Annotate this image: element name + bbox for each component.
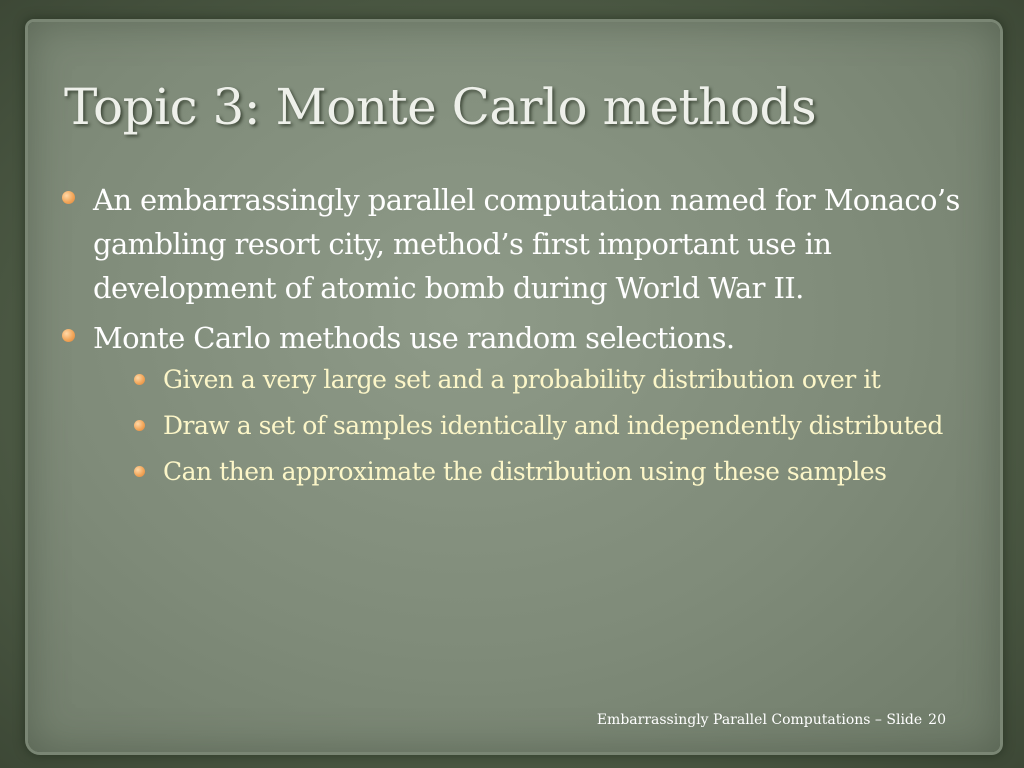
sub-bullet-dot-icon [134,420,145,431]
sub-bullet-item [134,452,962,492]
sub-bullet-dot-icon [134,466,145,477]
slide-number: 20 [928,712,946,728]
bullet-item [62,316,962,492]
slide-title: Topic 3: Monte Carlo methods [64,78,817,136]
bullet-list [62,178,962,492]
bullet-dot-icon [62,329,75,342]
sub-bullet-text: Can then approximate the distribution using these samples [163,457,887,486]
sub-bullet-text: Draw a set of samples identically and independently distributed [163,411,943,440]
slide-footer [597,712,946,728]
sub-bullet-list [93,360,962,492]
slide-content [62,178,962,498]
sub-bullet-text: Given a very large set and a probability distribution over it [163,365,881,394]
sub-bullet-item [134,406,962,446]
bullet-text: Monte Carlo methods use random selections. [93,321,735,355]
bullet-item [62,178,962,310]
bullet-dot-icon [62,191,75,204]
bullet-text: An embarrassingly parallel computation named for Monaco’s gambling resort city, method’s first important use in development of atomic bomb during World War II. [93,183,960,305]
sub-bullet-dot-icon [134,374,145,385]
sub-bullet-item [134,360,962,400]
footer-label: Embarrassingly Parallel Computations – Slide [596,712,923,728]
